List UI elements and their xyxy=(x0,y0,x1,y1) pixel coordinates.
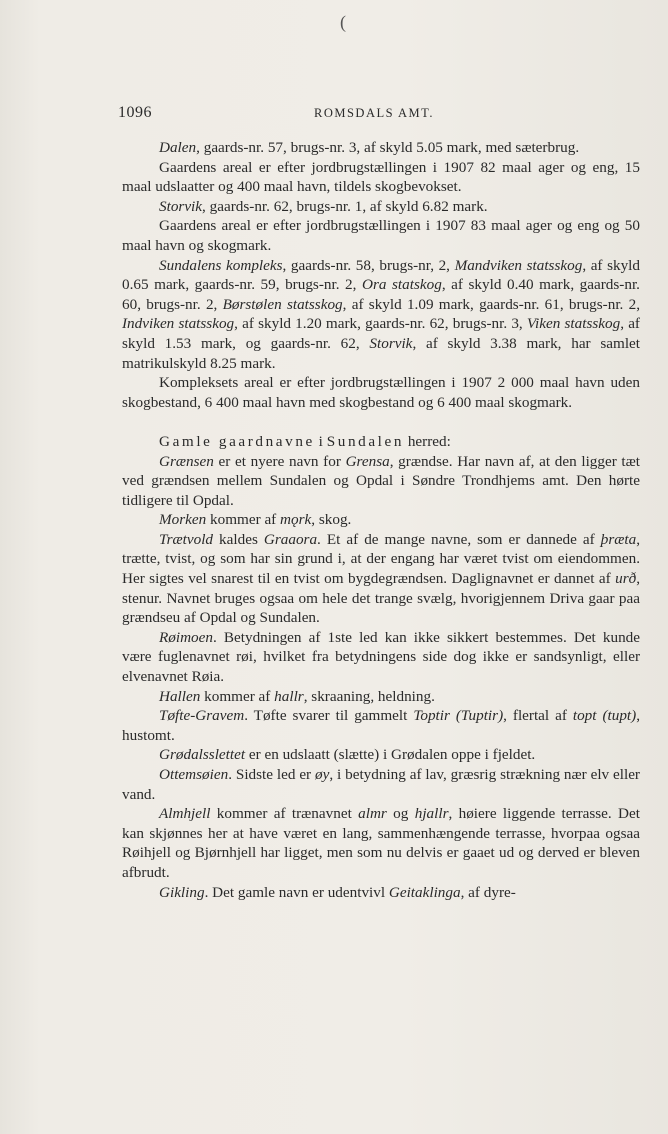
italic-term: hjallr xyxy=(414,805,449,823)
italic-term: hallr xyxy=(274,687,304,705)
italic-term: Hallen xyxy=(159,687,201,705)
text-run: . Sidste led er xyxy=(228,766,315,783)
italic-term: Dalen xyxy=(159,139,197,156)
paragraph xyxy=(122,138,640,158)
italic-term: Gikling xyxy=(159,883,205,901)
text-run: , af skyld 1.09 mark, gaards-nr. 61, brugs-nr. 2, xyxy=(342,295,640,313)
text-run: , trætte, tvist, og som har sin grund i, at der engang har været tvist om eiendommen. Her sigtes vel snarest til en tvist om bygdegrændsen. Daglignavnet er dannet af xyxy=(122,530,640,588)
italic-term: Grødalsslettet xyxy=(159,746,246,764)
text-run: , hustomt. xyxy=(122,707,640,744)
italic-term: Storvik xyxy=(369,334,413,352)
page-number: 1096 xyxy=(118,104,152,121)
italic-term: Mandviken statsskog xyxy=(454,256,583,274)
text-run: , høiere liggende terrasse. Det kan skjønnes her at have været en lang, sammenhængende terrasse, hvorpaa ogsaa Røihjell og Bjørnhjell har ligget, men som nu delvis er gaaet ud og derved er bleven afbrudt. xyxy=(122,805,640,881)
text-run: , af skyld 1.20 mark, gaards-nr. 62, brugs-nr. 3, xyxy=(234,315,527,333)
text-run: kommer af xyxy=(200,687,275,705)
italic-term: øy xyxy=(315,766,330,783)
italic-term: almr xyxy=(358,805,387,823)
text-run: kommer af trænavnet xyxy=(210,805,359,823)
italic-term: Almhjell xyxy=(159,805,211,823)
text-run: , gaards-nr. 57, brugs-nr. 3, af skyld 5.05 mark, med sæterbrug. xyxy=(196,139,580,156)
text-run: . Tøfte svarer til gammelt xyxy=(244,707,414,725)
text-run: i xyxy=(314,432,327,450)
text-run: Kompleksets areal er efter jordbrugstællingen i 1907 2 000 maal havn uden skogbestand, 6 400 maal havn med skogbestand og 6 400 maal skogmark. xyxy=(122,374,640,411)
italic-term: Trætvold xyxy=(159,530,214,548)
page-corner-mark: ( xyxy=(340,12,346,32)
text-run: , i betydning af lav, græsrig strækning nær elv eller vand. xyxy=(122,766,640,803)
text-run: , af skyld 0.65 mark, gaards-nr. 59, brugs-nr. 2, xyxy=(122,256,640,294)
text-run: , skog. xyxy=(311,511,352,529)
italic-term: Ottemsøien xyxy=(159,766,229,783)
paragraph xyxy=(122,216,640,255)
italic-term: Graaora xyxy=(263,530,318,548)
italic-term: Indviken statsskog xyxy=(122,315,235,333)
paragraph xyxy=(122,452,640,511)
text-run: , af skyld 0.40 mark, gaards-nr. 60, brugs-nr. 2, xyxy=(122,276,640,313)
text-run: og xyxy=(386,805,415,823)
paragraph xyxy=(122,628,640,687)
text-run: , gaards-nr. 58, brugs-nr, 2, xyxy=(282,256,455,274)
paragraph xyxy=(122,804,640,882)
text-run: er et nyere navn for xyxy=(213,452,346,470)
italic-term: Morken xyxy=(159,511,207,529)
text-run: , af skyld 1.53 mark, og gaards-nr. 62, xyxy=(122,315,640,352)
body-text xyxy=(122,138,640,902)
paragraph xyxy=(122,197,640,217)
italic-term: Børstølen statsskog xyxy=(222,295,343,313)
paragraph xyxy=(122,158,640,197)
text-run: . Det gamle navn er udentvivl xyxy=(204,883,389,901)
paragraph xyxy=(122,706,640,745)
paragraph xyxy=(122,765,640,804)
paragraph xyxy=(122,687,640,707)
text-run: Gaardens areal er efter jordbrugstællingen i 1907 83 maal ager og eng og 50 maal havn og skogmark. xyxy=(122,217,640,254)
italic-term: topt (tupt) xyxy=(572,707,637,725)
paragraph xyxy=(122,256,640,374)
text-run: . Betydningen af 1ste led kan ikke sikkert bestemmes. Det kunde være fuglenavnet røi, hvilket fra betydningens side dog ikke er sandsynligt, eller elvenavnet Røia. xyxy=(122,628,640,686)
page-header xyxy=(118,104,640,126)
text-run: , flertal af xyxy=(503,707,573,725)
text-run: , af skyld 3.38 mark, har samlet matrikulskyld 8.25 mark. xyxy=(122,334,640,372)
italic-term: þræta xyxy=(600,530,637,548)
italic-term: Geitaklinga xyxy=(388,883,461,901)
text-run: herred: xyxy=(404,432,451,450)
italic-term: Storvik xyxy=(159,197,203,215)
paragraph xyxy=(122,745,640,765)
paragraph xyxy=(122,373,640,412)
text-run: kaldes xyxy=(213,530,264,548)
text-run: er en udslaatt (slætte) i Grødalen oppe i fjeldet. xyxy=(245,746,536,764)
italic-term: Grænsen xyxy=(159,452,214,470)
text-run: kommer af xyxy=(206,511,281,529)
italic-term: Røimoen xyxy=(159,628,213,646)
paragraph xyxy=(122,530,640,628)
text-run: , skraaning, heldning. xyxy=(303,687,435,705)
text-run: , grændse. Har navn af, at den ligger tæt ved grændsen mellem Sundalen og Opdal i Søndre Trondhjems amt. Den hørte tidligere til Opdal. xyxy=(122,452,641,509)
paragraph xyxy=(122,883,640,903)
italic-term: Grensa xyxy=(345,452,390,470)
text-run: , stenur. Navnet bruges ogsaa om hele det trange svælg, hvorigjennem Driva gaar paa grændseu af Opdal og Sundalen. xyxy=(122,570,640,627)
italic-term: Tøfte-Gravem xyxy=(159,707,245,725)
text-run: , gaards-nr. 62, brugs-nr. 1, af skyld 6.82 mark. xyxy=(202,197,488,215)
text-run: . Et af de mange navne, som er dannede af xyxy=(317,530,601,548)
paragraph xyxy=(122,432,640,452)
italic-term: Toptir (Tuptir) xyxy=(413,707,504,725)
italic-term: urð xyxy=(615,570,637,588)
italic-term: Viken statsskog xyxy=(526,315,621,333)
italic-term: Ora statskog xyxy=(362,276,442,294)
italic-term: mǫrk xyxy=(280,511,312,529)
text-run: Gaardens areal er efter jordbrugstællingen i 1907 82 maal ager og eng, 15 maal udslaatter og 400 maal havn, tildels skogbevokset. xyxy=(122,158,640,196)
italic-term: Sundalens kompleks xyxy=(159,256,283,274)
text-run: Gamle gaardnavne xyxy=(159,432,315,450)
text-run: , af dyre- xyxy=(460,883,516,901)
paragraph xyxy=(122,510,640,530)
running-head: ROMSDALS AMT. xyxy=(314,106,434,120)
text-run: Sundalen xyxy=(326,432,405,450)
